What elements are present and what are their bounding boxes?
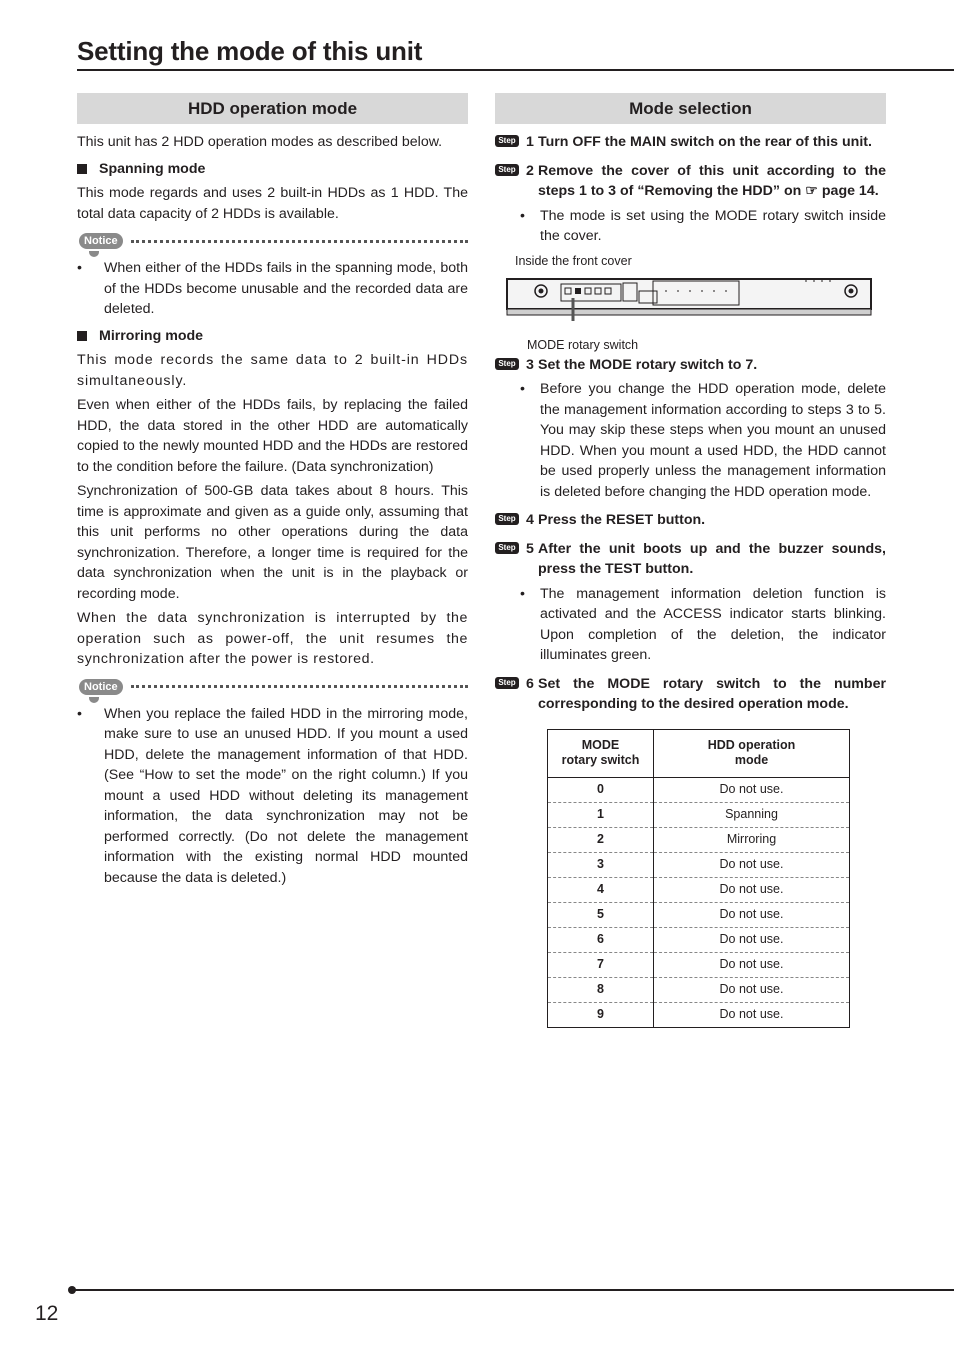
step-text: Turn OFF the MAIN switch on the rear of this unit. — [538, 134, 872, 150]
bullet-icon: • — [77, 260, 82, 276]
step-6 — [495, 674, 886, 715]
title-rule — [77, 69, 954, 71]
mode-cell: Spanning — [654, 802, 850, 827]
mirroring-mode-heading — [77, 326, 468, 347]
bullet-icon: • — [520, 207, 525, 224]
notice-bullet — [77, 704, 468, 889]
front-cover-illustration — [505, 273, 875, 321]
right-column — [495, 93, 886, 1028]
dotted-divider — [131, 240, 468, 243]
step-icon: Step — [495, 135, 519, 147]
switch-cell: 5 — [548, 902, 654, 927]
mode-selection-header: Mode selection — [495, 93, 886, 124]
switch-cell: 4 — [548, 877, 654, 902]
mode-cell: Do not use. — [654, 777, 850, 802]
step-number: 3 — [526, 356, 534, 373]
step-5 — [495, 539, 886, 580]
table-header-row — [548, 729, 850, 777]
table-row — [548, 802, 850, 827]
step-icon: Step — [495, 164, 519, 176]
table-row — [548, 902, 850, 927]
header-text: MODE — [581, 738, 620, 752]
step-number: 5 — [526, 540, 534, 557]
step-text: Set the MODE rotary switch to 7. — [538, 356, 758, 373]
step-icon: Step — [495, 542, 519, 554]
mirroring-paragraph: This mode records the same data to 2 built-in HDDs simultaneously. — [77, 352, 468, 389]
mirroring-paragraph: When the data synchronization is interrupted by the operation such as power-off, the unit resumes the synchronization after the power is restored. — [77, 610, 468, 667]
step-text: After the unit boots up and the buzzer sounds, press the TEST button. — [538, 540, 886, 577]
hdd-operation-mode-header: HDD operation mode — [77, 93, 468, 124]
step-number: 4 — [526, 512, 534, 528]
mode-cell: Do not use. — [654, 1002, 850, 1027]
mirroring-mode-heading-text: Mirroring mode — [99, 327, 204, 344]
square-bullet-icon — [77, 164, 87, 174]
intro-text: This unit has 2 HDD operation modes as described below. — [77, 134, 443, 150]
mode-cell: Do not use. — [654, 927, 850, 952]
notice-bullet-text: When either of the HDDs fails in the spanning mode, both of the HDDs become unusable and the recorded data are deleted. — [104, 260, 468, 317]
square-bullet-icon — [77, 331, 87, 341]
mode-cell: Do not use. — [654, 852, 850, 877]
step-text: Remove the cover of this unit according to the steps 1 to 3 of “Removing the HDD” on ☞ page 14. — [538, 162, 886, 199]
step-3 — [495, 355, 886, 376]
step-2-note — [520, 206, 886, 247]
notice-icon: Notice — [79, 679, 123, 695]
mode-cell: Do not use. — [654, 977, 850, 1002]
left-column — [77, 93, 468, 892]
switch-cell: 1 — [548, 802, 654, 827]
dotted-divider — [131, 685, 468, 688]
header-text: mode — [734, 753, 769, 767]
footer-rule — [72, 1289, 954, 1291]
page-title: Setting the mode of this unit — [77, 36, 423, 66]
figure-caption-bottom: MODE rotary switch — [527, 337, 639, 352]
mode-cell: Mirroring — [654, 827, 850, 852]
switch-cell: 9 — [548, 1002, 654, 1027]
header-text: rotary switch — [561, 753, 640, 767]
step-1 — [495, 132, 886, 153]
step-icon: Step — [495, 677, 519, 689]
spanning-mode-heading-text: Spanning mode — [99, 160, 206, 177]
notice-bullet — [77, 258, 468, 320]
mirroring-paragraph: Even when either of the HDDs fails, by replacing the failed HDD, the data stored in the other HDD are automatically copied to the newly mounted HDD and the HDDs are restored to the condition before the failure. (Data synchronization) — [77, 397, 468, 475]
mode-cell: Do not use. — [654, 902, 850, 927]
notice-divider — [79, 230, 468, 252]
step-text: Press the RESET button. — [538, 512, 706, 528]
front-cover-figure — [495, 251, 886, 352]
figure-caption-top: Inside the front cover — [515, 253, 632, 268]
mirroring-paragraph: Synchronization of 500-GB data takes about 8 hours. This time is approximate and given as a guide only, assuming that this unit performs no other operations during the data synchronization. Therefore, a longer time is required for the data synchronization when the unit is in the playback or recording mode. — [77, 483, 468, 602]
switch-cell: 3 — [548, 852, 654, 877]
step-2 — [495, 161, 886, 202]
table-row — [548, 977, 850, 1002]
switch-cell: 8 — [548, 977, 654, 1002]
switch-cell: 0 — [548, 777, 654, 802]
header-text: HDD operation — [707, 738, 796, 752]
step-number: 2 — [526, 162, 534, 179]
spanning-mode-heading — [77, 159, 468, 180]
spanning-mode-body: This mode regards and uses 2 built-in HDDs as 1 HDD. The total data capacity of 2 HDDs is available. — [77, 185, 468, 222]
table-row — [548, 827, 850, 852]
bullet-icon: • — [520, 381, 525, 397]
step-number: 1 — [526, 134, 534, 150]
step-number: 6 — [526, 675, 534, 692]
step-text: Set the MODE rotary switch to the number corresponding to the desired operation mode. — [538, 675, 886, 712]
notice-divider — [79, 676, 468, 698]
notice-icon: Notice — [79, 233, 123, 249]
bullet-icon: • — [77, 705, 82, 722]
switch-cell: 7 — [548, 952, 654, 977]
step-note-text: The management information deletion function is activated and the ACCESS indicator starts blinking. Upon completion of the deletion, the indicator illuminates green. — [540, 585, 886, 663]
step-note-text: The mode is set using the MODE rotary switch inside the cover. — [540, 207, 886, 244]
table-row — [548, 927, 850, 952]
page-number: 12 — [35, 1302, 59, 1325]
table-row — [548, 952, 850, 977]
table-row — [548, 777, 850, 802]
step-5-note — [520, 584, 886, 666]
table-header-mode — [654, 729, 850, 777]
step-icon: Step — [495, 358, 519, 370]
mode-cell: Do not use. — [654, 877, 850, 902]
notice-bullet-text: When you replace the failed HDD in the mirroring mode, make sure to use an unused HDD. If you mount a used HDD, delete the management information of that HDD. (See “How to set the mode” on the right column.) If you mount a used HDD without deleting its management information, the data synchronization may not be performed correctly. (Do not delete the management information with the existing normal HDD mounted because the data is deleted.) — [104, 705, 468, 886]
table-row — [548, 852, 850, 877]
mode-cell: Do not use. — [654, 952, 850, 977]
table-row — [548, 877, 850, 902]
bullet-icon: • — [520, 585, 525, 602]
switch-cell: 2 — [548, 827, 654, 852]
table-row — [548, 1002, 850, 1027]
switch-cell: 6 — [548, 927, 654, 952]
step-4 — [495, 510, 886, 531]
step-note-text: Before you change the HDD operation mode, delete the management information according to steps 3 to 5. You may skip these steps when you mount an unused HDD. When you mount a used HDD, the HDD cannot be used properly unless the management information is deleted before changing the HDD operation mode. — [540, 381, 886, 500]
step-3-note — [520, 379, 886, 502]
table-header-switch — [548, 729, 654, 777]
step-icon: Step — [495, 513, 519, 525]
mode-table — [547, 729, 850, 1028]
